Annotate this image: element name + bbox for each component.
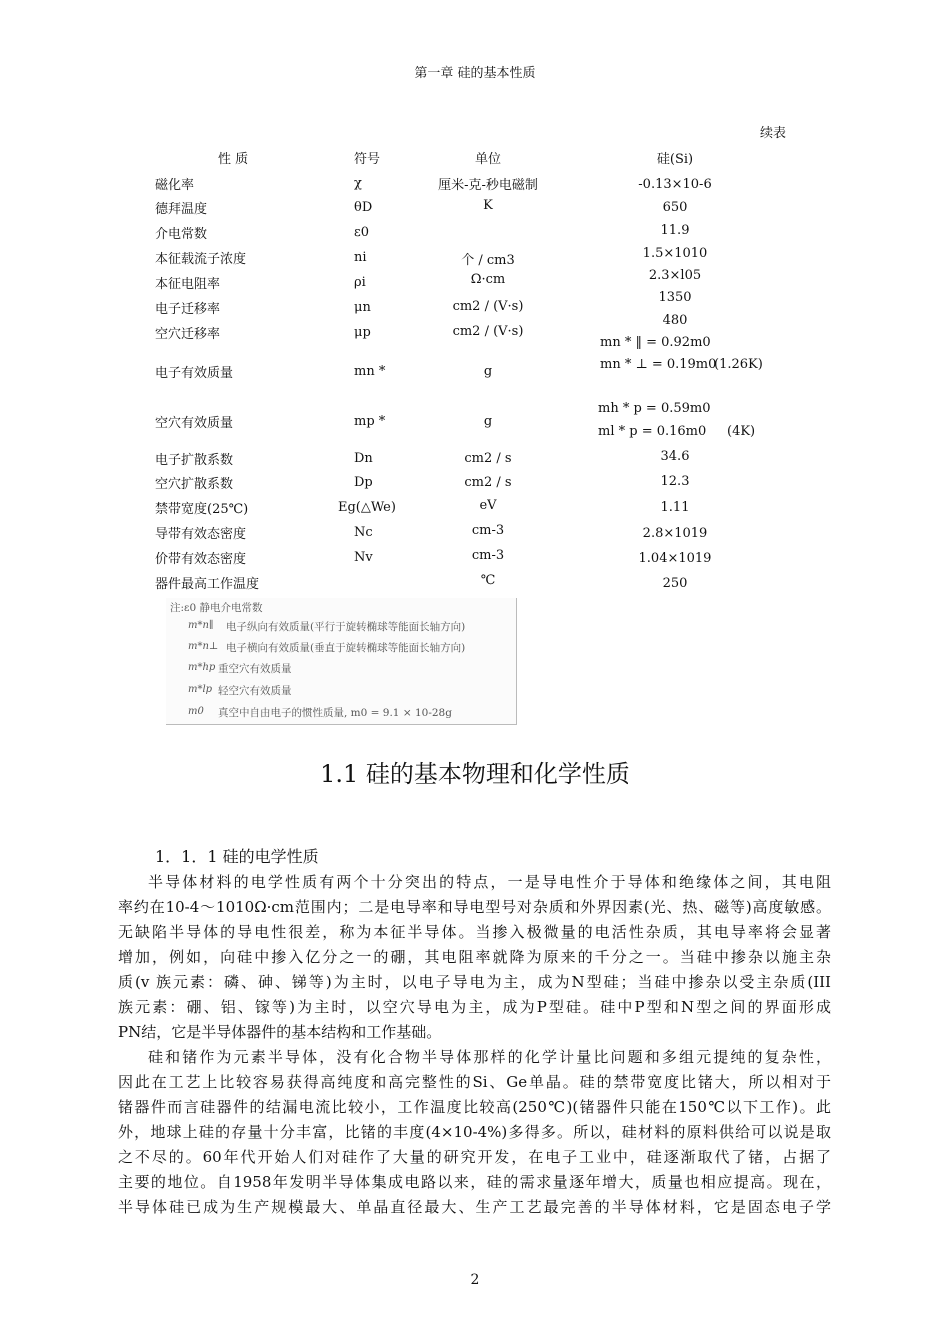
row-property: 禁带宽度(25℃) (155, 502, 249, 517)
row-value: -0.13×10-6 (638, 177, 712, 192)
col-header-property: 性 质 (218, 152, 249, 167)
row-property: 空穴迁移率 (155, 327, 221, 342)
row-value: mh * p = 0.59m0 (598, 401, 711, 416)
text-line: 硅和锗作为元素半导体，没有化合物半导体那样的化学计量比问题和多组元提纯的复杂性， (148, 1048, 831, 1066)
col-header-value: 硅(Si) (656, 152, 694, 167)
row-property: 空穴有效质量 (155, 416, 234, 431)
row-property: 德拜温度 (155, 202, 208, 217)
row-value-note: (1.26K) (714, 357, 763, 372)
row-unit: cm2 / (V·s) (452, 324, 524, 339)
row-value: 2.3×l05 (648, 268, 702, 283)
col-header-symbol: 符号 (354, 152, 381, 167)
row-symbol: Nc (354, 525, 373, 540)
row-symbol: ni (354, 250, 367, 265)
row-symbol: ε0 (354, 225, 370, 240)
row-property: 电子扩散系数 (155, 453, 234, 468)
text-line: 主要的地位。自1958年发明半导体集成电路以来，硅的需求量逐年增大，质量也相应提高。现在， (118, 1173, 831, 1191)
row-property: 介电常数 (155, 227, 208, 242)
note-symbol: m*n⊥ (188, 641, 219, 652)
row-value-2: mn * ⊥ = 0.19m0 (600, 357, 717, 372)
row-symbol: Eg(△We) (338, 500, 396, 515)
row-symbol: χ (354, 176, 362, 191)
row-symbol: ρi (354, 275, 366, 290)
row-value: 1.04×1019 (638, 551, 712, 566)
row-unit: 厘米-克-秒电磁制 (438, 178, 538, 193)
row-unit: ℃ (480, 573, 496, 588)
row-property: 本征载流子浓度 (155, 252, 247, 267)
row-unit: cm-3 (471, 523, 505, 538)
row-value: 1.5×1010 (642, 246, 708, 261)
row-unit: K (483, 198, 493, 213)
continued-label: 续表 (760, 126, 787, 141)
row-value: 12.3 (660, 474, 690, 489)
row-property: 电子迁移率 (155, 302, 221, 317)
row-unit: cm-3 (471, 548, 505, 563)
note-symbol: m*hp (188, 662, 216, 673)
text-line: 外，地球上硅的存量十分丰富，比锗的丰度(4×10-4%)多得多。所以，硅材料的原料供给可以说是取 (118, 1123, 831, 1141)
row-symbol: μn (354, 300, 371, 315)
table-notes-image (166, 598, 517, 725)
row-symbol: μp (354, 325, 371, 340)
text-line: 因此在工艺上比较容易获得高纯度和高完整性的Si、Ge单晶。硅的禁带宽度比锗大，所以相对于 (118, 1073, 831, 1091)
row-property: 空穴扩散系数 (155, 477, 234, 492)
note-line: 真空中自由电子的惯性质量, m0 = 9.1 × 10-28g (218, 707, 452, 719)
row-property: 导带有效态密度 (155, 527, 247, 542)
row-property: 磁化率 (155, 178, 195, 193)
row-symbol: Nv (354, 550, 373, 565)
row-symbol: Dn (354, 451, 373, 466)
page-number: 2 (470, 1272, 480, 1288)
note-line: 电子横向有效质量(垂直于旋转椭球等能面长轴方向) (226, 642, 466, 654)
row-property: 本征电阻率 (155, 277, 221, 292)
text-line: 质(v 族元素：磷、砷、锑等)为主时，以电子导电为主，成为N型硅；当硅中掺杂以受主杂质(III (118, 973, 831, 991)
row-value: 11.9 (660, 223, 690, 238)
row-symbol: Dp (354, 475, 373, 490)
row-unit: 个 / cm3 (461, 253, 515, 268)
row-value: 2.8×1019 (642, 526, 708, 541)
row-unit: Ω·cm (470, 272, 506, 287)
text-line: 族元素：硼、铝、镓等)为主时，以空穴导电为主，成为P型硅。硅中P型和N型之间的界面形成 (118, 998, 831, 1016)
row-value: 1.11 (660, 500, 690, 515)
row-property: 器件最高工作温度 (155, 577, 260, 592)
note-line: 注:ε0 静电介电常数 (170, 602, 263, 614)
row-value: 650 (662, 200, 688, 215)
row-unit: g (483, 414, 493, 429)
note-line: 轻空穴有效质量 (218, 685, 292, 697)
row-value: 250 (662, 576, 688, 591)
text-line: 无缺陷半导体的导电性很差，称为本征半导体。当掺入极微量的电活性杂质，其电导率将会显著 (118, 923, 831, 941)
text-line: 半导体材料的电学性质有两个十分突出的特点，一是导电性介于导体和绝缘体之间，其电阻 (148, 873, 831, 891)
row-value-note: (4K) (727, 424, 756, 439)
row-unit: g (483, 364, 493, 379)
paragraph-2 (118, 1045, 831, 1220)
running-header: 第一章 硅的基本性质 (414, 66, 536, 81)
note-symbol: m*n∥ (188, 620, 214, 631)
row-value: 480 (662, 313, 688, 328)
row-symbol: mn * (354, 364, 386, 379)
note-line: 重空穴有效质量 (218, 663, 292, 675)
row-property: 电子有效质量 (155, 366, 234, 381)
text-line: PN结，它是半导体器件的基本结构和工作基础。 (118, 1023, 442, 1041)
text-line: 锗器件而言硅器件的结漏电流比较小，工作温度比较高(250℃)(锗器件只能在150℃以下工作)。此 (118, 1098, 831, 1116)
subsection-title: 1．1．1 硅的电学性质 (155, 847, 319, 866)
row-unit: cm2 / s (464, 475, 512, 490)
row-symbol: mp * (354, 414, 386, 429)
row-value-2: ml * p = 0.16m0 (598, 424, 707, 439)
note-symbol: m*lp (188, 684, 213, 695)
note-symbol: m0 (188, 706, 204, 717)
col-header-unit: 单位 (474, 152, 501, 167)
row-value: 1350 (658, 290, 692, 305)
text-line: 率约在10-4～1010Ω·cm范围内；二是电导率和导电型号对杂质和外界因素(光、热、磁等)高度敏感。 (118, 898, 831, 916)
row-symbol: θD (354, 200, 373, 215)
row-value: 34.6 (660, 449, 690, 464)
row-unit: eV (479, 498, 497, 513)
note-line: 电子纵向有效质量(平行于旋转椭球等能面长轴方向) (226, 621, 466, 633)
section-title: 1.1 硅的基本物理和化学性质 (320, 760, 630, 788)
paragraph-1 (118, 870, 831, 1045)
text-line: 增加，例如，向硅中掺入亿分之一的硼，其电阻率就降为原来的千分之一。当硅中掺杂以施主杂 (118, 948, 831, 966)
row-value: mn * ‖ = 0.92m0 (600, 335, 711, 350)
row-property: 价带有效态密度 (155, 552, 247, 567)
text-line: 之不尽的。60年代开始人们对硅作了大量的研究开发，在电子工业中，硅逐渐取代了锗，占据了 (118, 1148, 831, 1166)
row-unit: cm2 / (V·s) (452, 299, 524, 314)
row-unit: cm2 / s (464, 451, 512, 466)
text-line: 半导体硅已成为生产规模最大、单晶直径最大、生产工艺最完善的半导体材料，它是固态电子学 (118, 1198, 831, 1216)
